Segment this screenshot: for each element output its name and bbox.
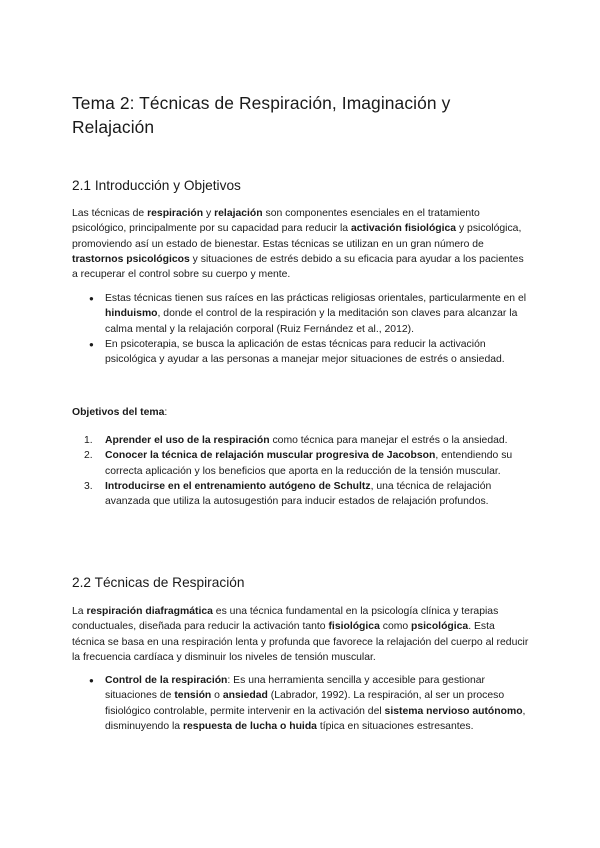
- bold-term: fisiológica: [328, 621, 380, 633]
- section-heading-intro: 2.1 Introducción y Objetivos: [72, 178, 241, 193]
- text-run: es una técnica fundamental en la psicología clínica y terapias conductuales, diseñada para reducir la activación tanto: [72, 606, 499, 633]
- text-run: (Labrador, 1992). La respiración, al ser un proceso fisiológico controlable, permite intervenir en la activación del: [105, 690, 505, 717]
- bold-term: Objetivos del tema: [72, 407, 165, 418]
- breathing-bullet-list: [72, 673, 530, 734]
- objective-item: [72, 433, 530, 448]
- list-item: [72, 337, 530, 368]
- bold-term: psicológica: [411, 621, 469, 633]
- objective-item: [72, 448, 530, 479]
- text-run: y: [203, 208, 215, 219]
- objectives-list: [72, 433, 530, 509]
- list-number: 3.: [84, 480, 93, 492]
- text-run: Las técnicas de: [72, 208, 148, 219]
- text-run: Estas técnicas tienen sus raíces en las prácticas religiosas orientales, particularmente en el: [105, 293, 527, 304]
- text-run: , disminuyendo la: [105, 705, 526, 732]
- bold-term: Introducirse en el entrenamiento autógeno de Schultz: [105, 480, 371, 492]
- bold-term: Aprender el uso de la respiración: [105, 435, 270, 446]
- intro-bullet-list: [72, 291, 530, 367]
- bold-term: respuesta de lucha o huida: [182, 720, 317, 732]
- bold-term: sistema nervioso autónomo: [384, 705, 523, 717]
- list-item: [72, 291, 530, 337]
- bold-term: hinduismo: [105, 308, 158, 320]
- text-run: , una técnica de relajación avanzada que utiliza la autosugestión para inducir estados de relajación profundos.: [105, 480, 492, 508]
- bold-term: trastornos psicológicos: [72, 253, 190, 265]
- breathing-paragraph: [72, 604, 530, 665]
- bold-term: respiración: [147, 208, 204, 219]
- bold-term: respiración diafragmática: [86, 606, 213, 617]
- text-run: y situaciones de estrés debido a su eficacia para ayudar a los pacientes a recuperar el control sobre su cuerpo y mente.: [72, 253, 524, 281]
- bold-term: Conocer la técnica de relajación muscular progresiva de Jacobson: [105, 450, 436, 462]
- intro-paragraph: [72, 206, 530, 282]
- bold-term: Control de la respiración: [105, 675, 228, 686]
- page-title: Tema 2: Técnicas de Respiración, Imaginación y Relajación: [72, 93, 451, 137]
- text-run: En psicoterapia, se busca la aplicación de estas técnicas para reducir la activación psicológica y ayudar a las personas a manejar mejor situaciones de estrés o ansiedad.: [105, 338, 505, 366]
- text-run: o: [211, 690, 223, 702]
- text-run: , entendiendo su correcta aplicación y los beneficios que aporta en la reducción de la tensión muscular.: [105, 450, 513, 477]
- text-run: como técnica para manejar el estrés o la ansiedad.: [269, 435, 508, 446]
- bold-term: relajación: [214, 208, 263, 219]
- bold-term: tensión: [174, 690, 212, 702]
- text-run: : Es una herramienta sencilla y accesible para gestionar situaciones de: [105, 675, 486, 702]
- text-run: :: [164, 407, 168, 418]
- objective-item: [72, 479, 530, 510]
- text-run: . Esta técnica se basa en una respiración lenta y profunda que favorece la relajación del cuerpo al reducir la frecuencia cardíaca y disminuir los niveles de tensión muscular.: [72, 621, 529, 663]
- bold-term: activación fisiológica: [350, 223, 457, 235]
- text-run: La: [72, 606, 87, 617]
- text-run: , donde el control de la respiración y la meditación son claves para alcanzar la calma mental y la relajación corporal (Ruiz Fernández et al., 2012).: [105, 308, 518, 335]
- section-heading-breathing: 2.2 Técnicas de Respiración: [72, 575, 245, 590]
- text-run: son componentes esenciales en el tratamiento psicológico, principalmente por su capacidad para reducir la: [72, 208, 480, 235]
- text-run: típica en situaciones estresantes.: [316, 720, 474, 732]
- bold-term: ansiedad: [222, 690, 268, 702]
- list-number: 1.: [84, 435, 93, 446]
- objectives-label: [72, 405, 530, 420]
- list-item: [72, 673, 530, 734]
- list-number: 2.: [84, 450, 93, 462]
- text-run: y psicológica, promoviendo así un estado de bienestar. Estas técnicas se utilizan en un gran número de: [72, 223, 522, 250]
- text-run: como: [379, 621, 412, 633]
